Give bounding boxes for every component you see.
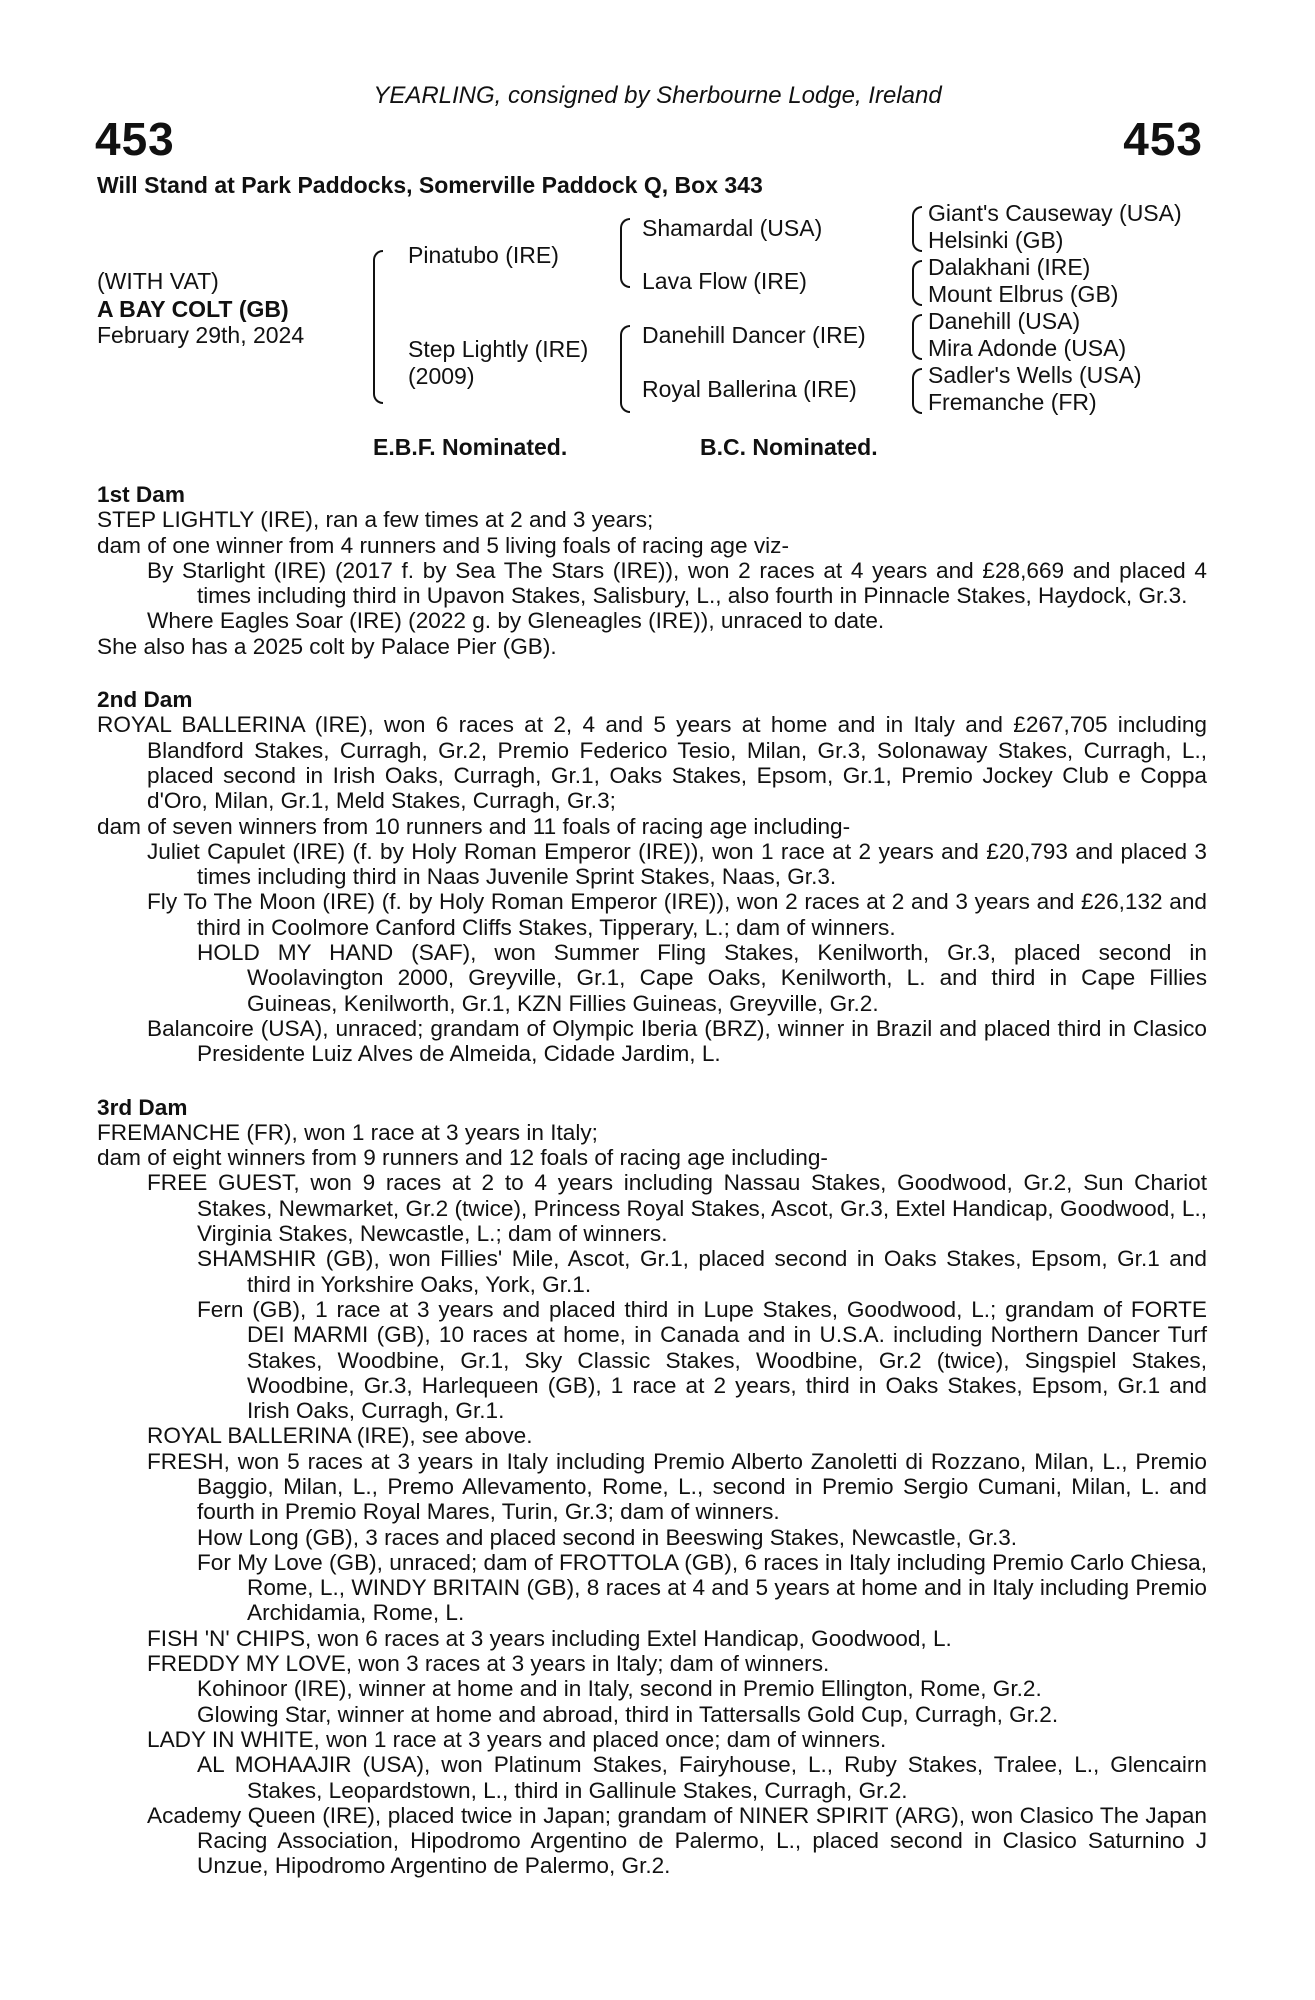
dam3-line-15: AL MOHAAJIR (USA), won Platinum Stakes, Fairyhouse, L., Ruby Stakes, Tralee, L., Glencairn Stakes, Leopardstown, L., third in Gallinule Stakes, Curragh, Gr.2.: [197, 1752, 1207, 1803]
dam3-line-1: FREMANCHE (FR), won 1 race at 3 years in Italy;: [97, 1119, 598, 1145]
dam3-line-3: FREE GUEST, won 9 races at 2 to 4 years including Nassau Stakes, Goodwood, Gr.2, Sun Chariot Stakes, Newmarket, Gr.2 (twice), Princess Royal Stakes, Ascot, Gr.3, Extel Handicap, Goodwood, L., Virginia Stakes, Newcastle, L.; dam of winners.: [147, 1170, 1207, 1247]
vat-note: (WITH VAT): [97, 268, 219, 294]
dam1-line-5: She also has a 2025 colt by Palace Pier (GB).: [97, 633, 557, 659]
section-heading-1st-dam: 1st Dam: [97, 482, 185, 507]
dam-sire: Danehill Dancer (IRE): [642, 322, 866, 348]
catalogue-body: [97, 482, 1207, 1879]
section-heading-3rd-dam: 3rd Dam: [97, 1094, 188, 1120]
sire-dam: Lava Flow (IRE): [642, 268, 807, 294]
dam3-line-11: FREDDY MY LOVE, won 3 races at 3 years in Italy; dam of winners.: [147, 1651, 830, 1677]
dam3-line-16: Academy Queen (IRE), placed twice in Japan; grandam of NINER SPIRIT (ARG), won Clasico The Japan Racing Association, Hipodromo Argentino de Palermo, L., placed second in Clasico Saturnino J Unzue, Hipodromo Argentino de Palermo, Gr.2.: [147, 1802, 1207, 1879]
sire-sire: Shamardal (USA): [642, 215, 823, 241]
dam2-line-5: HOLD MY HAND (SAF), won Summer Fling Stakes, Kenilworth, Gr.3, placed second in Woolavington 2000, Greyville, Gr.1, Cape Oaks, Kenilworth, L. and third in Cape Fillies Guineas, Kenilworth, Gr.1, KZN Fillies Guineas, Greyville, Gr.2.: [197, 940, 1207, 1016]
dam3-line-6: ROYAL BALLERINA (IRE), see above.: [147, 1423, 533, 1449]
dam2-line-4: Fly To The Moon (IRE) (f. by Holy Roman Emperor (IRE)), won 2 races at 2 and 3 years and £26,132 and third in Coolmore Canford Cliffs Stakes, Tipperary, L.; dam of winners.: [147, 889, 1207, 940]
brace-g78: [912, 368, 922, 414]
gg-1: Giant's Causeway (USA): [928, 200, 1182, 226]
horse-dob: February 29th, 2024: [97, 322, 305, 348]
lot-number-right: 453: [1123, 113, 1203, 165]
dam-year: (2009): [408, 363, 475, 389]
bc-nomination: B.C. Nominated.: [700, 434, 878, 460]
gg-5: Danehill (USA): [928, 308, 1081, 334]
gg-2: Helsinki (GB): [928, 227, 1064, 253]
gg-8: Fremanche (FR): [928, 389, 1097, 415]
dam1-line-3: By Starlight (IRE) (2017 f. by Sea The Stars (IRE)), won 2 races at 4 years and £28,669 and placed 4 times including third in Upavon Stakes, Salisbury, L., also fourth in Pinnacle Stakes, Haydock, Gr.3.: [147, 557, 1207, 609]
dam3-line-10: FISH 'N' CHIPS, won 6 races at 3 years including Extel Handicap, Goodwood, L.: [147, 1625, 952, 1651]
horse-name: A BAY COLT (GB): [97, 296, 289, 322]
dam2-line-6: Balancoire (USA), unraced; grandam of Olympic Iberia (BRZ), winner in Brazil and placed third in Clasico Presidente Luiz Alves de Almeida, Cidade Jardim, L.: [147, 1015, 1207, 1067]
stand-location: Will Stand at Park Paddocks, Somerville Paddock Q, Box 343: [97, 172, 763, 198]
dam3-line-7: FRESH, won 5 races at 3 years in Italy including Premio Alberto Zanoletti di Rozzano, Milan, L., Premio Baggio, Milan, L., Premo Allevamento, Rome, L., second in Premio Sergio Cumani, Milan, L. and fourth in Premio Royal Mares, Turin, Gr.3; dam of winners.: [147, 1448, 1207, 1525]
gg-4: Mount Elbrus (GB): [928, 281, 1119, 307]
dam3-line-12: Kohinoor (IRE), winner at home and in Italy, second in Premio Ellington, Rome, Gr.2.: [197, 1676, 1042, 1702]
dam3-line-13: Glowing Star, winner at home and abroad, third in Tattersalls Gold Cup, Curragh, Gr.2.: [197, 1701, 1059, 1727]
dam2-line-1: ROYAL BALLERINA (IRE), won 6 races at 2, 4 and 5 years at home and in Italy and £267,705 including Blandford Stakes, Curragh, Gr.2, Premio Federico Tesio, Milan, Gr.3, Solonaway Stakes, Curragh, L., placed second in Irish Oaks, Curragh, Gr.1, Oaks Stakes, Epsom, Gr.1, Premio Jockey Club e Coppa d'Oro, Milan, Gr.1, Meld Stakes, Curragh, Gr.3;: [97, 712, 1207, 814]
dam3-line-9: For My Love (GB), unraced; dam of FROTTOLA (GB), 6 races in Italy including Premio Carlo Chiesa, Rome, L., WINDY BRITAIN (GB), 8 races at 4 and 5 years at home and in Italy including Premio Archidamia, Rome, L.: [197, 1549, 1207, 1626]
brace-sire: [620, 218, 630, 288]
brace-g34: [912, 260, 922, 306]
dam3-line-14: LADY IN WHITE, won 1 race at 3 years and placed once; dam of winners.: [147, 1726, 887, 1752]
brace-g56: [912, 314, 922, 360]
dam1-line-4: Where Eagles Soar (IRE) (2022 g. by Gleneagles (IRE)), unraced to date.: [147, 608, 885, 634]
section-heading-2nd-dam: 2nd Dam: [97, 687, 193, 713]
dam-name: Step Lightly (IRE): [408, 336, 589, 362]
dam3-line-8: How Long (GB), 3 races and placed second in Beeswing Stakes, Newcastle, Gr.3.: [197, 1524, 1018, 1550]
gg-6: Mira Adonde (USA): [928, 335, 1127, 361]
dam-dam: Royal Ballerina (IRE): [642, 376, 857, 402]
brace-main: [373, 250, 383, 404]
dam1-line-2: dam of one winner from 4 runners and 5 living foals of racing age viz-: [97, 532, 789, 558]
dam2-line-3: Juliet Capulet (IRE) (f. by Holy Roman Emperor (IRE)), won 1 race at 2 years and £20,793 and placed 3 times including third in Naas Juvenile Sprint Stakes, Naas, Gr.3.: [147, 838, 1207, 890]
dam1-line-1: STEP LIGHTLY (IRE), ran a few times at 2 and 3 years;: [97, 507, 654, 533]
dam3-line-5: Fern (GB), 1 race at 3 years and placed third in Lupe Stakes, Goodwood, L.; grandam of FORTE DEI MARMI (GB), 10 races at home, in Canada and in U.S.A. including Northern Dancer Turf Stakes, Woodbine, Gr.1, Sky Classic Stakes, Woodbine, Gr.2 (twice), Singspiel Stakes, Woodbine, Gr.3, Harlequeen (GB), 1 race at 2 years, third in Oaks Stakes, Epsom, Gr.1 and Irish Oaks, Curragh, Gr.1.: [197, 1296, 1207, 1424]
dam3-line-2: dam of eight winners from 9 runners and 12 foals of racing age including-: [97, 1145, 828, 1171]
ebf-nomination: E.B.F. Nominated.: [373, 434, 568, 460]
dam3-line-4: SHAMSHIR (GB), won Fillies' Mile, Ascot, Gr.1, placed second in Oaks Stakes, Epsom, Gr.1 and third in Yorkshire Oaks, York, Gr.1.: [197, 1246, 1207, 1297]
consignment-line: YEARLING, consigned by Sherbourne Lodge, Ireland: [373, 82, 942, 109]
gg-7: Sadler's Wells (USA): [928, 362, 1142, 388]
dam2-line-2: dam of seven winners from 10 runners and 11 foals of racing age including-: [97, 813, 851, 839]
brace-dam: [620, 325, 630, 413]
lot-number-left: 453: [95, 113, 175, 165]
sire: Pinatubo (IRE): [408, 242, 559, 268]
gg-3: Dalakhani (IRE): [928, 254, 1091, 280]
brace-g12: [912, 206, 922, 252]
